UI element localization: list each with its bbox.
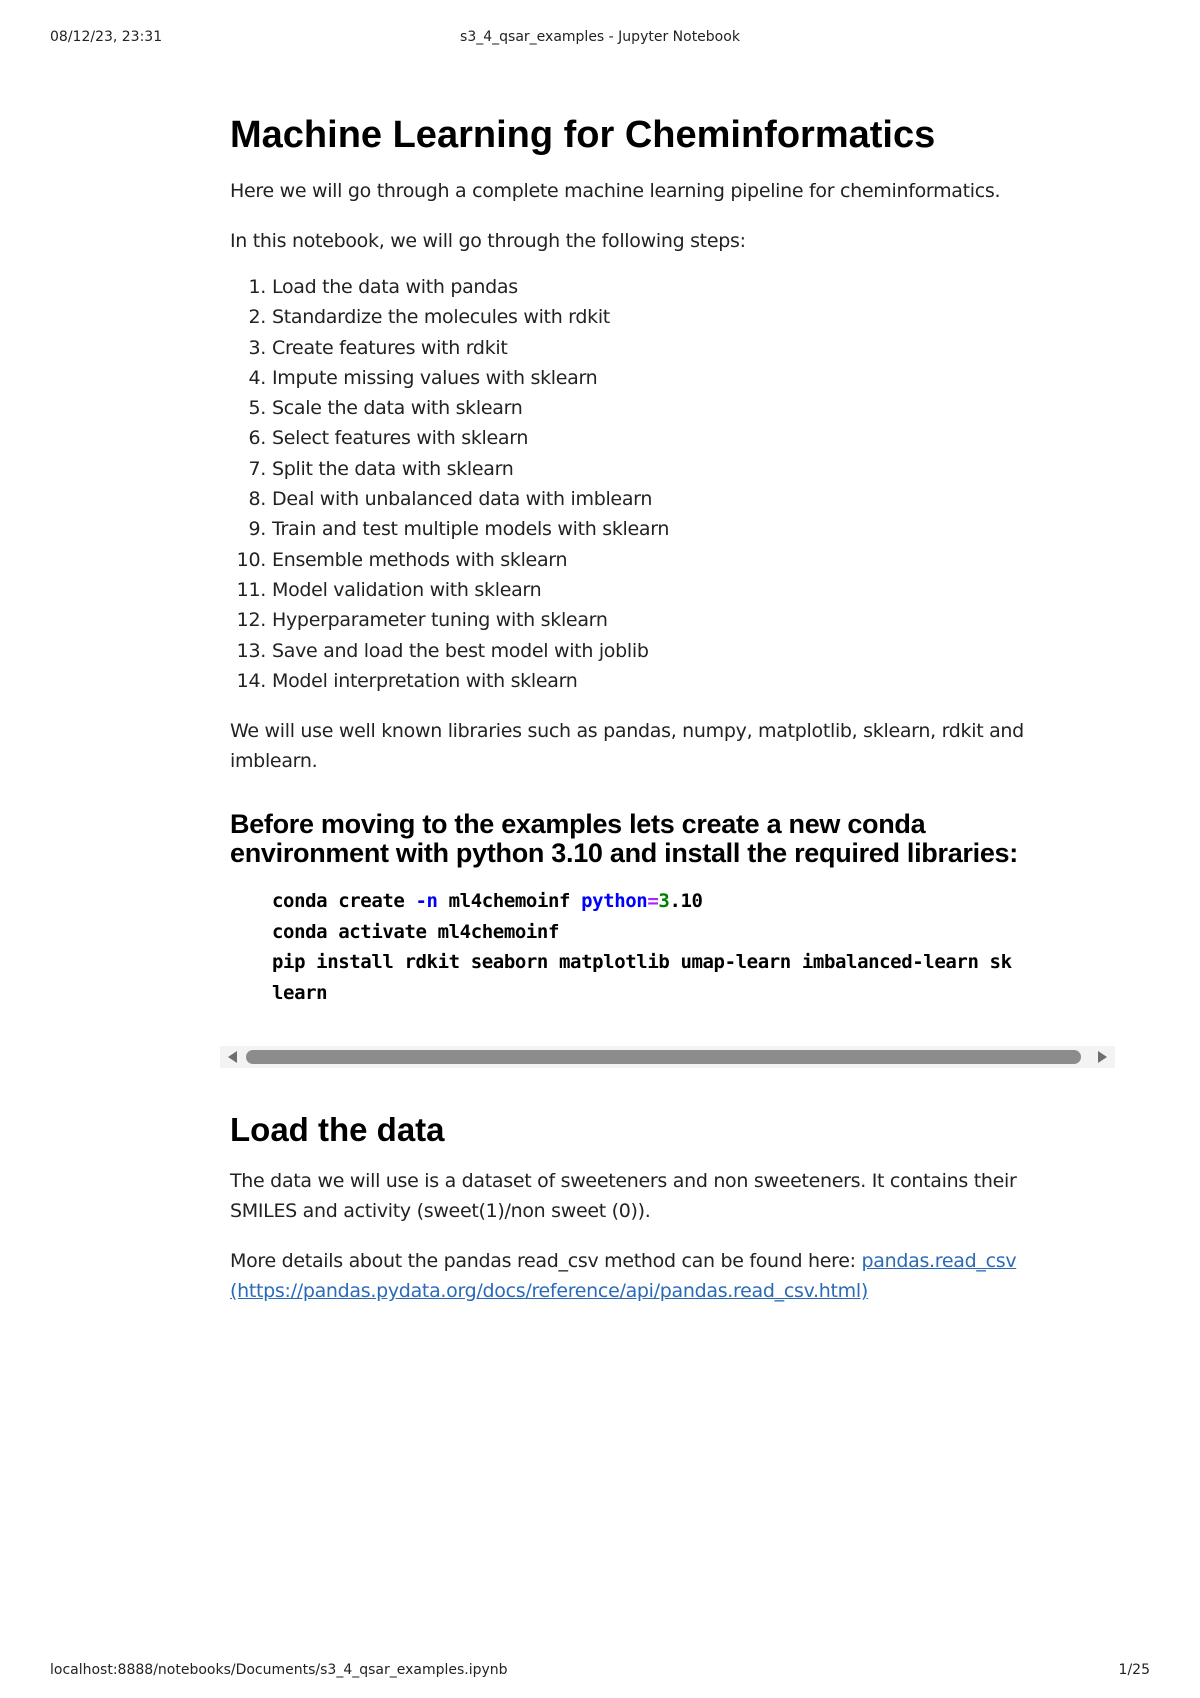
data-description: [230, 1166, 1060, 1226]
notebook-title: Machine Learning for Cheminformatics: [230, 114, 936, 156]
print-datetime: 08/12/23, 23:31: [50, 29, 163, 45]
list-item: [230, 363, 1060, 393]
code-line-1: [272, 890, 703, 912]
list-item-text: Model validation with sklearn: [272, 578, 542, 601]
scroll-right-arrow-icon[interactable]: [1098, 1051, 1107, 1063]
list-item: [230, 666, 1060, 696]
notebook-content: [230, 112, 1060, 1326]
steps-intro: In this notebook, we will go through the following steps:: [230, 230, 746, 252]
code-line-3: pip install rdkit seaborn matplotlib umap-learn imbalanced-learn sk: [272, 951, 1012, 974]
code-token-env: ml4chemoinf: [437, 890, 582, 913]
list-item-number: 13.: [236, 639, 266, 662]
list-item: [230, 333, 1060, 363]
list-item-number: 11.: [236, 578, 266, 601]
list-item-text: Select features with sklearn: [272, 427, 529, 450]
list-item-number: 7.: [248, 457, 266, 480]
env-heading-line-1: Before moving to the examples lets create a new conda: [230, 809, 926, 840]
code-token-flag: -n: [415, 890, 438, 913]
list-item-number: 2.: [248, 306, 266, 329]
list-item: [230, 545, 1060, 575]
list-item: [230, 636, 1060, 666]
code-token-number: 3: [658, 890, 670, 913]
intro-paragraph: Here we will go through a complete machine learning pipeline for cheminformatics.: [230, 180, 1001, 202]
list-item-text: Ensemble methods with sklearn: [272, 548, 568, 571]
steps-list: [230, 272, 1060, 696]
list-item: [230, 393, 1060, 423]
code-token-keyword: python: [581, 890, 648, 913]
env-heading-line-2: environment with python 3.10 and install the required libraries:: [230, 838, 1018, 869]
libraries-paragraph: [230, 716, 1060, 776]
list-item-text: Split the data with sklearn: [272, 457, 514, 480]
link-text-line-1: pandas.read_csv: [861, 1250, 1017, 1273]
list-item-text: Save and load the best model with joblib: [272, 639, 649, 662]
link-text-line-2: (https://pandas.pydata.org/docs/reference/api/pandas.read_csv.html): [230, 1280, 868, 1303]
list-item-text: Model interpretation with sklearn: [272, 669, 578, 692]
details-prefix: More details about the pandas read_csv method can be found here:: [230, 1250, 862, 1273]
list-item-text: Train and test multiple models with sklearn: [272, 518, 670, 541]
list-item-number: 10.: [236, 548, 266, 571]
list-item: [230, 484, 1060, 514]
list-item-text: Hyperparameter tuning with sklearn: [272, 609, 608, 632]
libraries-line-1: We will use well known libraries such as pandas, numpy, matplotlib, sklearn, rdkit and: [230, 720, 1024, 743]
list-item-text: Impute missing values with sklearn: [272, 366, 598, 389]
env-heading: [230, 810, 1060, 868]
print-page-number: 1/25: [1118, 1662, 1150, 1678]
list-item-text: Scale the data with sklearn: [272, 397, 523, 420]
list-item: [230, 302, 1060, 332]
list-item-number: 9.: [248, 518, 266, 541]
code-token-operator: =: [647, 890, 659, 913]
list-item-text: Deal with unbalanced data with imblearn: [272, 488, 653, 511]
code-line-4: learn: [272, 981, 328, 1004]
list-item-number: 8.: [248, 488, 266, 511]
list-item-number: 12.: [236, 609, 266, 632]
list-item-number: 4.: [248, 366, 266, 389]
list-item: [230, 423, 1060, 453]
code-block: [272, 886, 1060, 1008]
print-url: localhost:8888/notebooks/Documents/s3_4_qsar_examples.ipynb: [50, 1662, 508, 1678]
list-item-text: Load the data with pandas: [272, 276, 518, 298]
list-item-text: Standardize the molecules with rdkit: [272, 306, 610, 329]
code-horizontal-scrollbar[interactable]: [220, 1046, 1115, 1068]
list-item: [230, 272, 1060, 302]
list-item-number: 3.: [248, 336, 266, 359]
print-footer: [50, 1662, 1150, 1682]
list-item: [230, 575, 1060, 605]
data-description-line-2: SMILES and activity (sweet(1)/non sweet (0)).: [230, 1200, 651, 1223]
details-paragraph: [230, 1246, 1060, 1306]
list-item-number: 14.: [236, 669, 266, 692]
code-token-rest: .10: [669, 890, 703, 913]
list-item-number: 5.: [248, 397, 266, 420]
section-heading-load-data: Load the data: [230, 1111, 445, 1149]
libraries-line-2: imblearn.: [230, 750, 318, 773]
list-item: [230, 454, 1060, 484]
code-line-2: conda activate ml4chemoinf: [272, 920, 560, 943]
print-header: [50, 29, 1150, 49]
list-item-text: Create features with rdkit: [272, 336, 508, 359]
code-token-cmd: conda create: [272, 890, 416, 913]
print-page-title: s3_4_qsar_examples - Jupyter Notebook: [460, 29, 740, 45]
list-item-number: 1.: [248, 276, 266, 298]
scroll-left-arrow-icon[interactable]: [228, 1051, 237, 1063]
list-item-number: 6.: [248, 427, 266, 450]
scrollbar-thumb[interactable]: [246, 1050, 1081, 1064]
list-item: [230, 514, 1060, 544]
list-item: [230, 605, 1060, 635]
data-description-line-1: The data we will use is a dataset of sweeteners and non sweeteners. It contains their: [230, 1170, 1017, 1193]
